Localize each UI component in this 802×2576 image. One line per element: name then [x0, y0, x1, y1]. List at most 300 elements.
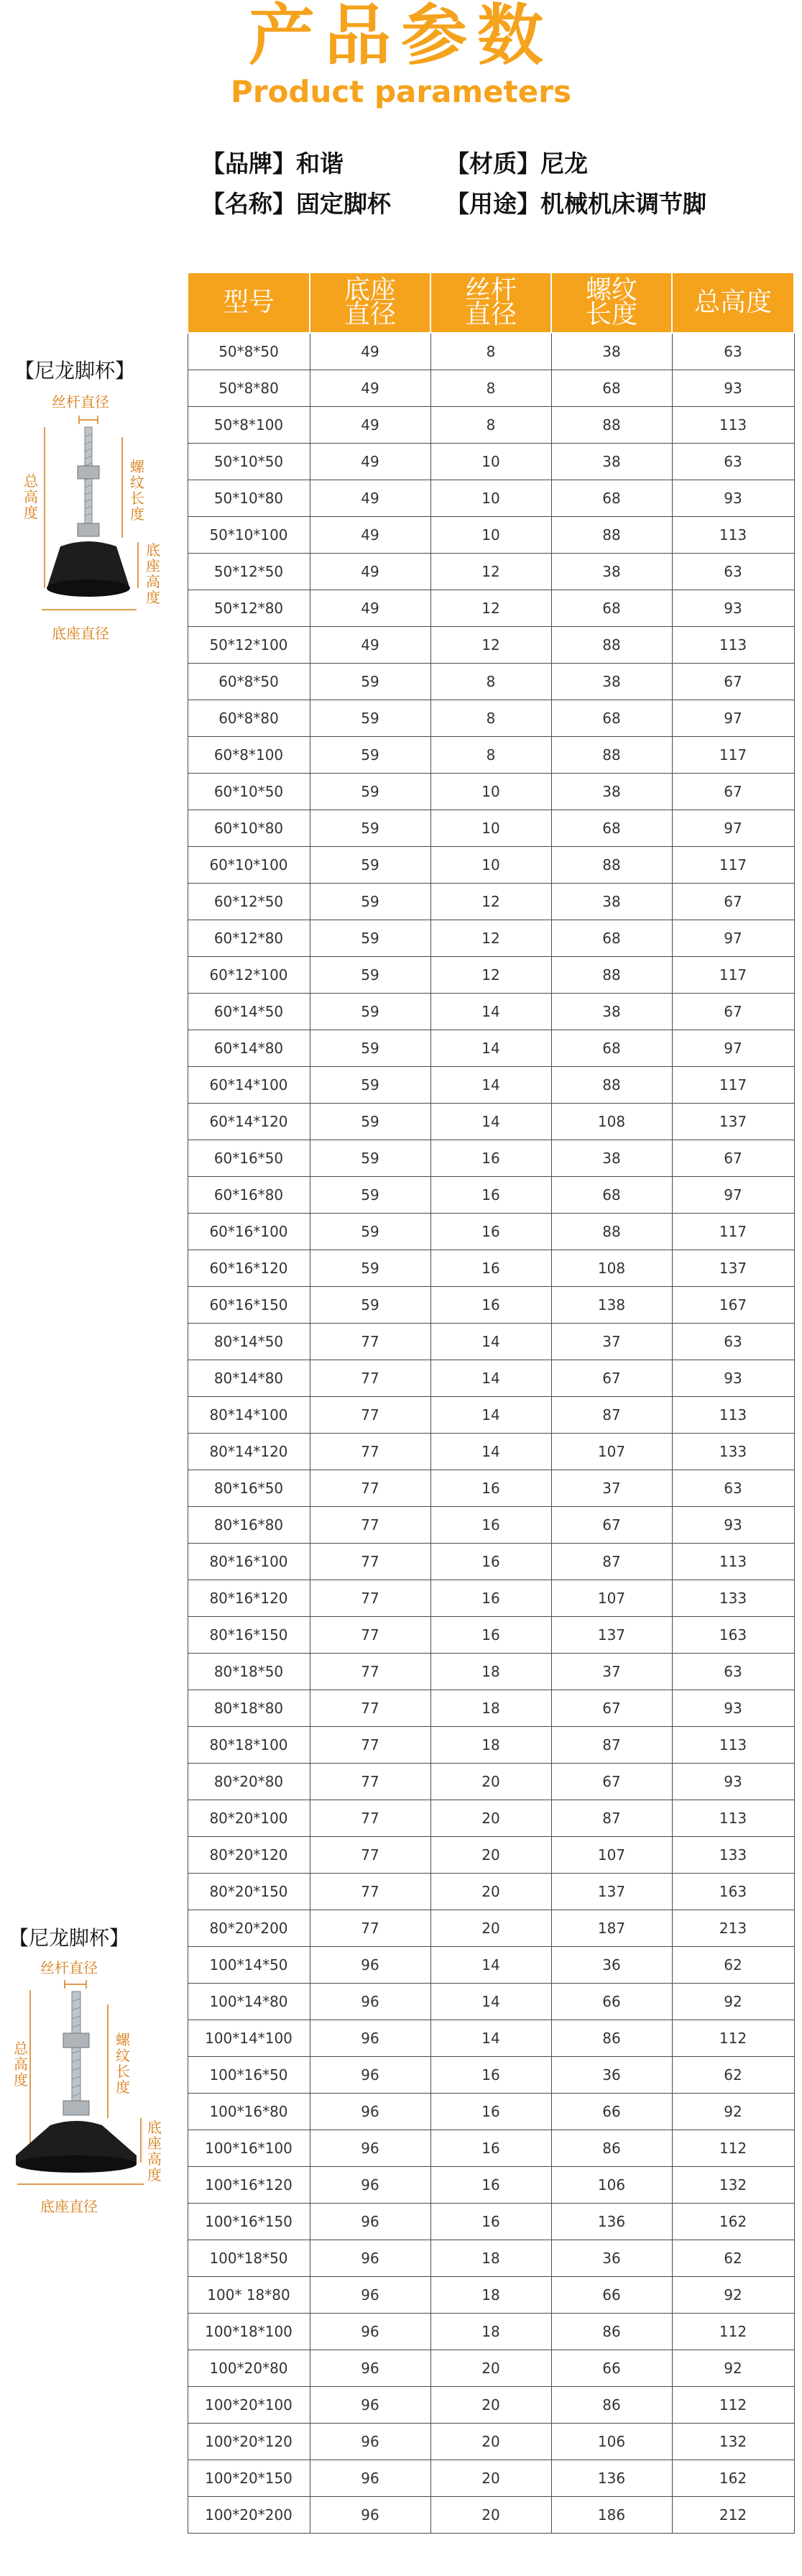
table-cell: 14 [430, 1104, 551, 1140]
table-cell: 38 [551, 994, 672, 1030]
table-cell: 107 [551, 1580, 672, 1617]
table-row [188, 1910, 794, 1947]
table-cell: 77 [310, 1690, 430, 1727]
label-base-height: 底座高度 [146, 541, 160, 606]
table-cell: 20 [430, 1764, 551, 1800]
table-cell: 59 [310, 810, 430, 847]
table-row [188, 1764, 794, 1800]
table-cell: 10 [430, 847, 551, 884]
table-cell: 50*12*50 [188, 554, 310, 590]
table-cell: 10 [430, 810, 551, 847]
table-cell: 100* 18*80 [188, 2277, 310, 2314]
table-cell: 59 [310, 1140, 430, 1177]
table-cell: 14 [430, 1360, 551, 1397]
table-cell: 67 [551, 1690, 672, 1727]
table-cell: 63 [672, 444, 794, 480]
table-row [188, 1800, 794, 1837]
table-cell: 60*8*100 [188, 737, 310, 774]
table-cell: 107 [551, 1837, 672, 1874]
label-total-height: 总高度 [14, 2040, 28, 2089]
page-subtitle: Product parameters [231, 74, 571, 109]
table-cell: 20 [430, 2350, 551, 2387]
table-cell: 12 [430, 627, 551, 664]
table-row [188, 1140, 794, 1177]
table-cell: 80*14*100 [188, 1397, 310, 1434]
table-row [188, 994, 794, 1030]
table-row [188, 1397, 794, 1434]
table-row [188, 1654, 794, 1690]
table-cell: 49 [310, 554, 430, 590]
table-row [188, 1030, 794, 1067]
table-cell: 67 [672, 774, 794, 810]
table-cell: 138 [551, 1287, 672, 1324]
table-row [188, 1874, 794, 1910]
table-cell: 137 [672, 1104, 794, 1140]
table-cell: 113 [672, 627, 794, 664]
table-cell: 59 [310, 1104, 430, 1140]
table-cell: 67 [551, 1507, 672, 1544]
table-cell: 16 [430, 1544, 551, 1580]
table-row [188, 1324, 794, 1360]
table-cell: 67 [672, 994, 794, 1030]
table-cell: 133 [672, 1580, 794, 1617]
table-cell: 60*16*50 [188, 1140, 310, 1177]
table-row [188, 700, 794, 737]
table-cell: 16 [430, 2167, 551, 2204]
table-cell: 59 [310, 1250, 430, 1287]
table-cell: 8 [430, 370, 551, 407]
table-cell: 77 [310, 1837, 430, 1874]
table-row [188, 2130, 794, 2167]
table-cell: 137 [551, 1874, 672, 1910]
table-cell: 112 [672, 2314, 794, 2350]
table-cell: 113 [672, 1727, 794, 1764]
table-cell: 38 [551, 664, 672, 700]
table-cell: 20 [430, 1837, 551, 1874]
table-cell: 68 [551, 1177, 672, 1214]
table-cell: 112 [672, 2130, 794, 2167]
table-cell: 100*14*50 [188, 1947, 310, 1984]
table-cell: 63 [672, 1470, 794, 1507]
table-cell: 113 [672, 1800, 794, 1837]
table-cell: 93 [672, 1360, 794, 1397]
table-cell: 62 [672, 1947, 794, 1984]
table-cell: 59 [310, 994, 430, 1030]
table-cell: 96 [310, 2204, 430, 2240]
table-cell: 100*20*100 [188, 2387, 310, 2424]
label-thread-length: 螺纹长度 [130, 458, 144, 523]
column-header-rod-diameter: 丝杆 直径 [430, 272, 551, 333]
table-cell: 87 [551, 1397, 672, 1434]
table-cell: 68 [551, 1030, 672, 1067]
table-cell: 93 [672, 480, 794, 517]
table-cell: 77 [310, 1434, 430, 1470]
table-header-row [188, 272, 794, 333]
table-cell: 80*16*120 [188, 1580, 310, 1617]
table-row [188, 664, 794, 700]
table-cell: 88 [551, 847, 672, 884]
table-row [188, 1690, 794, 1727]
table-cell: 10 [430, 774, 551, 810]
table-cell: 113 [672, 1544, 794, 1580]
table-cell: 18 [430, 2277, 551, 2314]
table-cell: 38 [551, 554, 672, 590]
table-cell: 88 [551, 627, 672, 664]
table-row [188, 957, 794, 994]
table-cell: 162 [672, 2460, 794, 2497]
table-cell: 16 [430, 2130, 551, 2167]
label-total-height: 总高度 [24, 472, 38, 521]
table-cell: 18 [430, 1727, 551, 1764]
table-cell: 16 [430, 1507, 551, 1544]
table-cell: 80*14*120 [188, 1434, 310, 1470]
table-row [188, 1837, 794, 1874]
table-cell: 112 [672, 2387, 794, 2424]
table-cell: 97 [672, 1177, 794, 1214]
table-row [188, 554, 794, 590]
table-row [188, 2387, 794, 2424]
table-row [188, 444, 794, 480]
table-row [188, 1507, 794, 1544]
table-cell: 60*16*150 [188, 1287, 310, 1324]
spec-row [201, 184, 791, 224]
table-cell: 96 [310, 2497, 430, 2534]
table-cell: 100*16*120 [188, 2167, 310, 2204]
table-cell: 80*20*80 [188, 1764, 310, 1800]
spec-usage: 【用途】机械机床调节脚 [446, 190, 706, 218]
table-row [188, 1250, 794, 1287]
table-cell: 68 [551, 700, 672, 737]
table-cell: 77 [310, 1470, 430, 1507]
table-cell: 60*10*80 [188, 810, 310, 847]
table-cell: 117 [672, 737, 794, 774]
table-row [188, 370, 794, 407]
page-title: 产品参数 [248, 0, 553, 74]
table-cell: 20 [430, 2424, 551, 2460]
table-cell: 60*14*50 [188, 994, 310, 1030]
table-cell: 59 [310, 774, 430, 810]
table-cell: 18 [430, 1690, 551, 1727]
table-row [188, 2314, 794, 2350]
table-cell: 37 [551, 1324, 672, 1360]
table-cell: 100*20*200 [188, 2497, 310, 2534]
table-cell: 12 [430, 884, 551, 920]
table-cell: 60*16*100 [188, 1214, 310, 1250]
table-cell: 96 [310, 2387, 430, 2424]
table-cell: 136 [551, 2460, 672, 2497]
table-cell: 163 [672, 1617, 794, 1654]
table-cell: 100*16*80 [188, 2094, 310, 2130]
table-cell: 49 [310, 517, 430, 554]
table-cell: 97 [672, 920, 794, 957]
table-cell: 60*12*80 [188, 920, 310, 957]
table-cell: 92 [672, 2277, 794, 2314]
table-cell: 66 [551, 2094, 672, 2130]
label-base-height: 底座高度 [147, 2119, 162, 2183]
spec-material: 【材质】尼龙 [446, 150, 588, 178]
table-cell: 63 [672, 1654, 794, 1690]
table-cell: 117 [672, 1214, 794, 1250]
table-cell: 93 [672, 1507, 794, 1544]
product-figure-large [0, 1925, 180, 2220]
table-cell: 50*10*50 [188, 444, 310, 480]
table-row [188, 1104, 794, 1140]
table-row [188, 1617, 794, 1654]
label-rod-diameter: 丝杆直径 [40, 1959, 98, 1976]
table-cell: 92 [672, 2350, 794, 2387]
table-cell: 59 [310, 664, 430, 700]
table-cell: 96 [310, 1984, 430, 2020]
table-cell: 16 [430, 1287, 551, 1324]
table-cell: 77 [310, 1874, 430, 1910]
table-cell: 59 [310, 700, 430, 737]
table-row [188, 2424, 794, 2460]
table-cell: 77 [310, 1617, 430, 1654]
table-row [188, 480, 794, 517]
table-cell: 100*18*100 [188, 2314, 310, 2350]
table-cell: 86 [551, 2314, 672, 2350]
table-cell: 80*20*100 [188, 1800, 310, 1837]
table-cell: 16 [430, 2204, 551, 2240]
table-cell: 16 [430, 1470, 551, 1507]
table-cell: 77 [310, 1544, 430, 1580]
table-row [188, 810, 794, 847]
table-cell: 80*16*100 [188, 1544, 310, 1580]
table-cell: 60*14*120 [188, 1104, 310, 1140]
table-cell: 186 [551, 2497, 672, 2534]
table-cell: 20 [430, 1910, 551, 1947]
table-cell: 80*16*150 [188, 1617, 310, 1654]
table-cell: 100*16*100 [188, 2130, 310, 2167]
table-cell: 59 [310, 957, 430, 994]
table-row [188, 2094, 794, 2130]
column-header-model: 型号 [188, 272, 310, 333]
table-row [188, 884, 794, 920]
table-cell: 162 [672, 2204, 794, 2240]
table-cell: 88 [551, 407, 672, 444]
table-cell: 77 [310, 1800, 430, 1837]
table-cell: 92 [672, 1984, 794, 2020]
table-cell: 108 [551, 1104, 672, 1140]
table-cell: 163 [672, 1874, 794, 1910]
table-cell: 50*12*80 [188, 590, 310, 627]
table-cell: 8 [430, 407, 551, 444]
table-cell: 12 [430, 590, 551, 627]
table-cell: 20 [430, 2497, 551, 2534]
table-cell: 38 [551, 333, 672, 370]
table-cell: 113 [672, 517, 794, 554]
table-cell: 88 [551, 1214, 672, 1250]
table-cell: 137 [672, 1250, 794, 1287]
table-cell: 16 [430, 2094, 551, 2130]
table-cell: 96 [310, 2167, 430, 2204]
table-cell: 38 [551, 884, 672, 920]
table-cell: 96 [310, 2020, 430, 2057]
table-cell: 60*14*100 [188, 1067, 310, 1104]
table-row [188, 2277, 794, 2314]
table-cell: 93 [672, 1764, 794, 1800]
table-cell: 49 [310, 480, 430, 517]
table-cell: 80*20*200 [188, 1910, 310, 1947]
table-row [188, 2167, 794, 2204]
label-rod-diameter: 丝杆直径 [52, 393, 109, 411]
table-cell: 10 [430, 517, 551, 554]
table-cell: 20 [430, 1874, 551, 1910]
table-cell: 59 [310, 1067, 430, 1104]
table-cell: 68 [551, 480, 672, 517]
table-cell: 93 [672, 590, 794, 627]
table-cell: 113 [672, 1397, 794, 1434]
table-cell: 60*12*100 [188, 957, 310, 994]
table-cell: 14 [430, 1030, 551, 1067]
table-row [188, 1214, 794, 1250]
table-cell: 77 [310, 1397, 430, 1434]
table-cell: 77 [310, 1324, 430, 1360]
nylon-foot-large-icon [0, 1925, 180, 2220]
table-cell: 49 [310, 627, 430, 664]
table-cell: 18 [430, 2314, 551, 2350]
table-cell: 96 [310, 2130, 430, 2167]
table-row [188, 1470, 794, 1507]
table-cell: 60*12*50 [188, 884, 310, 920]
table-cell: 63 [672, 333, 794, 370]
table-cell: 117 [672, 957, 794, 994]
table-cell: 60*8*50 [188, 664, 310, 700]
table-cell: 97 [672, 810, 794, 847]
table-cell: 100*16*50 [188, 2057, 310, 2094]
table-cell: 96 [310, 2094, 430, 2130]
table-cell: 96 [310, 1947, 430, 1984]
table-cell: 80*14*50 [188, 1324, 310, 1360]
table-cell: 87 [551, 1727, 672, 1764]
table-cell: 80*18*80 [188, 1690, 310, 1727]
table-cell: 59 [310, 737, 430, 774]
column-header-total-height: 总高度 [672, 272, 794, 333]
table-cell: 12 [430, 554, 551, 590]
table-cell: 60*8*80 [188, 700, 310, 737]
table-row [188, 1360, 794, 1397]
table-cell: 14 [430, 1397, 551, 1434]
table-cell: 38 [551, 1140, 672, 1177]
table-cell: 62 [672, 2057, 794, 2094]
table-cell: 50*8*50 [188, 333, 310, 370]
table-cell: 117 [672, 1067, 794, 1104]
table-cell: 77 [310, 1727, 430, 1764]
table-cell: 80*14*80 [188, 1360, 310, 1397]
table-row [188, 627, 794, 664]
table-row [188, 1544, 794, 1580]
spec-row [201, 144, 791, 184]
table-cell: 100*16*150 [188, 2204, 310, 2240]
table-cell: 77 [310, 1580, 430, 1617]
table-cell: 167 [672, 1287, 794, 1324]
table-row [188, 737, 794, 774]
figure-title: 【尼龙脚杯】 [14, 359, 136, 382]
table-cell: 77 [310, 1910, 430, 1947]
table-cell: 87 [551, 1544, 672, 1580]
table-cell: 60*10*50 [188, 774, 310, 810]
table-cell: 10 [430, 444, 551, 480]
table-cell: 20 [430, 2387, 551, 2424]
table-row [188, 2460, 794, 2497]
table-cell: 86 [551, 2020, 672, 2057]
table-cell: 86 [551, 2130, 672, 2167]
table-row [188, 590, 794, 627]
table-cell: 212 [672, 2497, 794, 2534]
table-cell: 67 [551, 1764, 672, 1800]
table-row [188, 774, 794, 810]
table-cell: 67 [672, 664, 794, 700]
table-cell: 77 [310, 1764, 430, 1800]
table-cell: 112 [672, 2020, 794, 2057]
table-cell: 36 [551, 1947, 672, 1984]
table-cell: 38 [551, 774, 672, 810]
table-cell: 100*14*100 [188, 2020, 310, 2057]
table-cell: 66 [551, 2350, 672, 2387]
table-cell: 50*10*100 [188, 517, 310, 554]
table-cell: 68 [551, 920, 672, 957]
table-cell: 36 [551, 2240, 672, 2277]
table-cell: 187 [551, 1910, 672, 1947]
table-cell: 87 [551, 1800, 672, 1837]
table-row [188, 920, 794, 957]
table-cell: 37 [551, 1470, 672, 1507]
table-cell: 80*18*100 [188, 1727, 310, 1764]
table-cell: 96 [310, 2277, 430, 2314]
table-cell: 100*18*50 [188, 2240, 310, 2277]
table-row [188, 1580, 794, 1617]
table-row [188, 1067, 794, 1104]
column-header-thread-length: 螺纹 长度 [551, 272, 672, 333]
table-cell: 60*14*80 [188, 1030, 310, 1067]
table-cell: 132 [672, 2424, 794, 2460]
table-cell: 60*16*120 [188, 1250, 310, 1287]
table-row [188, 2020, 794, 2057]
table-cell: 50*10*80 [188, 480, 310, 517]
table-cell: 96 [310, 2424, 430, 2460]
table-cell: 106 [551, 2167, 672, 2204]
table-row [188, 407, 794, 444]
table-cell: 38 [551, 444, 672, 480]
product-figure-small [0, 358, 180, 646]
table-cell: 117 [672, 847, 794, 884]
table-cell: 80*16*50 [188, 1470, 310, 1507]
table-cell: 12 [430, 920, 551, 957]
table-cell: 80*18*50 [188, 1654, 310, 1690]
table-row [188, 517, 794, 554]
label-base-diameter: 底座直径 [52, 625, 109, 642]
table-cell: 80*20*150 [188, 1874, 310, 1910]
spec-brand: 【品牌】和谐 [201, 150, 344, 178]
table-row [188, 1177, 794, 1214]
table-row [188, 1984, 794, 2020]
table-cell: 37 [551, 1654, 672, 1690]
table-row [188, 1434, 794, 1470]
table-cell: 77 [310, 1360, 430, 1397]
table-cell: 93 [672, 370, 794, 407]
table-cell: 100*20*120 [188, 2424, 310, 2460]
table-cell: 80*20*120 [188, 1837, 310, 1874]
table-cell: 77 [310, 1654, 430, 1690]
table-cell: 100*20*150 [188, 2460, 310, 2497]
table-cell: 88 [551, 517, 672, 554]
table-cell: 96 [310, 2350, 430, 2387]
table-cell: 60*10*100 [188, 847, 310, 884]
table-cell: 107 [551, 1434, 672, 1470]
table-cell: 36 [551, 2057, 672, 2094]
table-row [188, 2350, 794, 2387]
table-row [188, 1287, 794, 1324]
